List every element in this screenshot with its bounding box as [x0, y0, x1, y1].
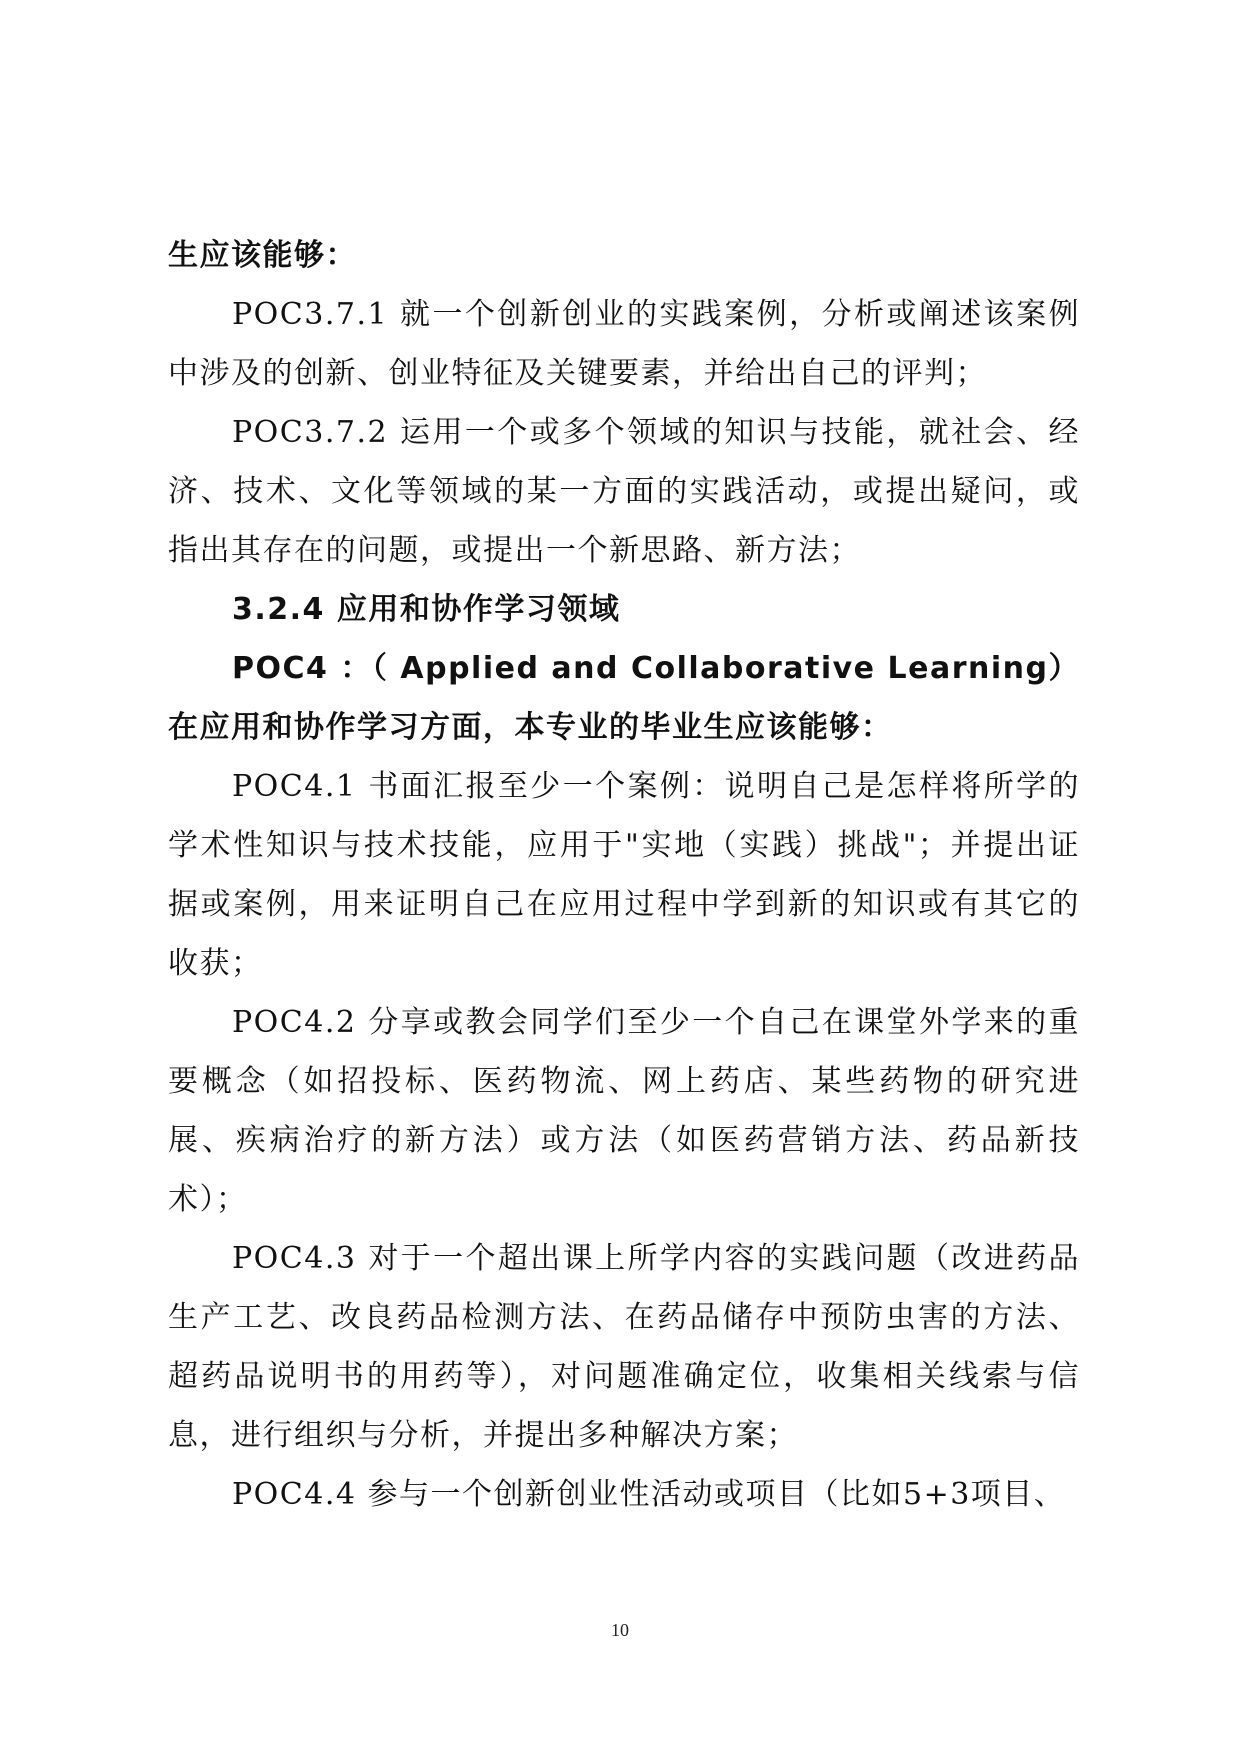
paragraph-poc3-7-2: POC3.7.2 运用一个或多个领域的知识与技能，就社会、经济、技术、文化等领域的某一方面的实践活动，或提出疑问，或指出其存在的问题，或提出一个新思路、新方法； — [168, 415, 1080, 568]
paragraph-poc4-4: POC4.4 参与一个创新创业性活动或项目（比如5+3项目、 — [232, 1477, 1066, 1512]
paragraph-poc4-heading: POC4 ：（ Applied and Collaborative Learning）在应用和协作学习方面，本专业的毕业生应该能够： — [168, 651, 1080, 745]
section-heading-3-2-4: 3.2.4 应用和协作学习领域 — [232, 592, 621, 627]
paragraph-poc4-1: POC4.1 书面汇报至少一个案例：说明自己是怎样将所学的学术性知识与技术技能，应用于"实地（实践）挑战"；并提出证据或案例，用来证明自己在应用过程中学到新的知识或有其它的收获； — [168, 769, 1080, 981]
paragraph-poc4-3: POC4.3 对于一个超出课上所学内容的实践问题（改进药品生产工艺、改良药品检测方法、在药品储存中预防虫害的方法、超药品说明书的用药等），对问题准确定位，收集相关线索与信息，进行组织与分析，并提出多种解决方案； — [168, 1241, 1080, 1453]
paragraph-intro-continuation: 生应该能够： — [168, 238, 357, 273]
paragraph-poc3-7-1: POC3.7.1 就一个创新创业的实践案例，分析或阐述该案例中涉及的创新、创业特征及关键要素，并给出自己的评判； — [168, 297, 1080, 391]
document-body — [168, 226, 1080, 1524]
paragraph-poc4-2: POC4.2 分享或教会同学们至少一个自己在课堂外学来的重要概念（如招投标、医药物流、网上药店、某些药物的研究进展、疾病治疗的新方法）或方法（如医药营销方法、药品新技术）； — [168, 1005, 1080, 1217]
page-number: 10 — [611, 1620, 629, 1640]
